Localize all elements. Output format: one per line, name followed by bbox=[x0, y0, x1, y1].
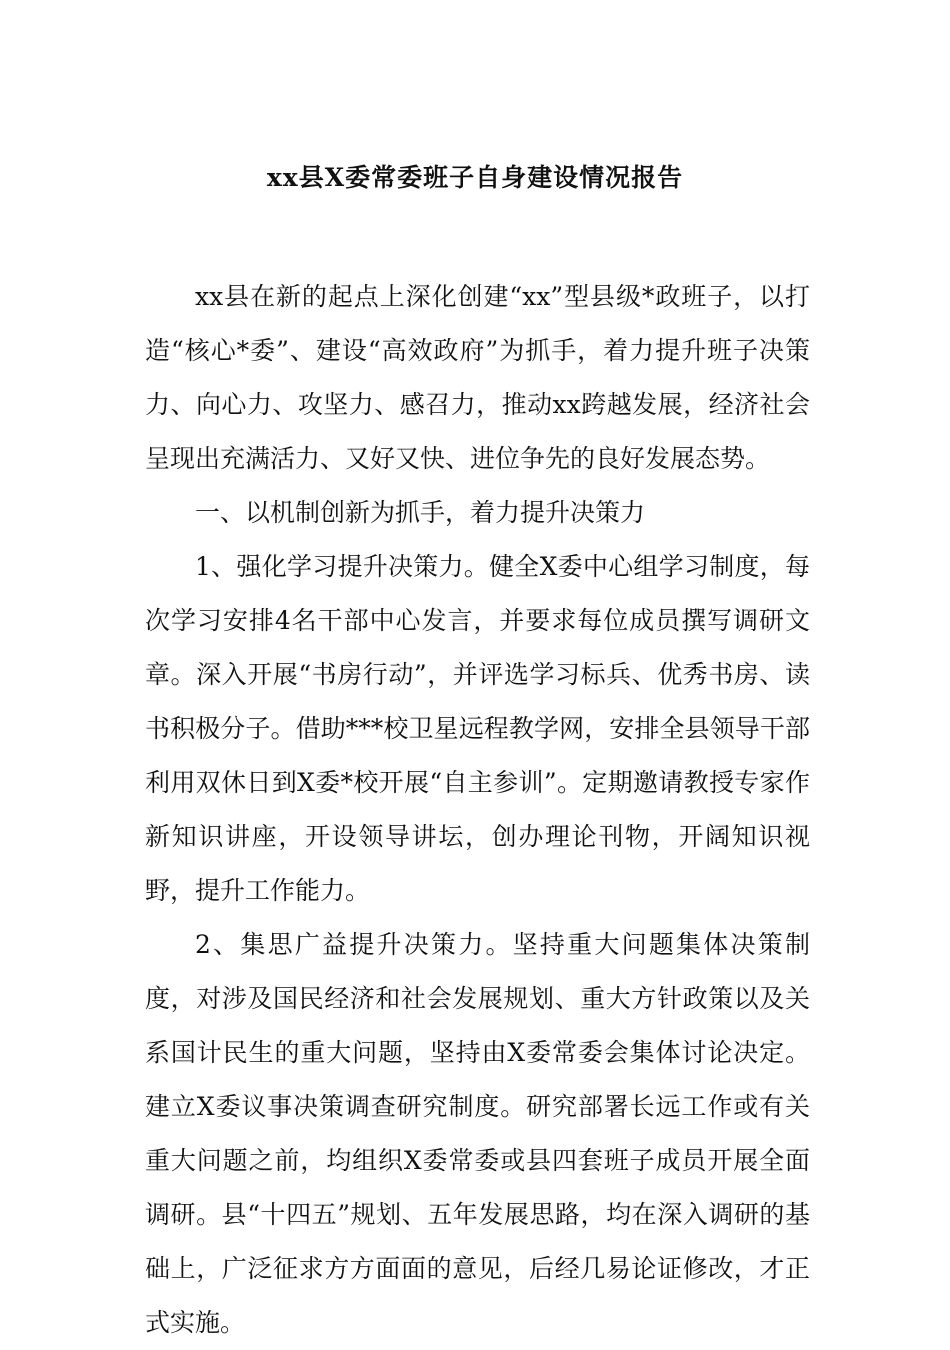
body-paragraph-1: 1、强化学习提升决策力。健全X委中心组学习制度，每次学习安排4名干部中心发言，并要求每位成员撰写调研文章。深入开展“书房行动”，并评选学习标兵、优秀书房、读书积极分子。借助***校卫星远程教学网，安排全县领导干部利用双休日到X委*校开展“自主参训”。定期邀请教授专家作新知识讲座，开设领导讲坛，创办理论刊物，开阔知识视野，提升工作能力。 bbox=[145, 552, 810, 905]
section-heading: 一、以机制创新为抓手，着力提升决策力 bbox=[195, 498, 646, 527]
document-title: xx县X委常委班子自身建设情况报告 bbox=[266, 163, 684, 192]
body-paragraph-2: 2、集思广益提升决策力。坚持重大问题集体决策制度，对涉及国民经济和社会发展规划、重大方针政策以及关系国计民生的重大问题，坚持由X委常委会集体讨论决定。建立X委议事决策调查研究制度。研究部署长远工作或有关重大问题之前，均组织X委常委或县四套班子成员开展全面调研。县“十四五”规划、五年发展思路，均在深入调研的基础上，广泛征求方方面面的意见，后经几易论证修改，才正式实施。 bbox=[145, 930, 810, 1337]
document-body bbox=[145, 270, 810, 1350]
intro-paragraph: xx县在新的起点上深化创建“xx”型县级*政班子，以打造“核心*委”、建设“高效政府”为抓手，着力提升班子决策力、向心力、攻坚力、感召力，推动xx跨越发展，经济社会呈现出充满活力、又好又快、进位争先的良好发展态势。 bbox=[145, 282, 810, 473]
